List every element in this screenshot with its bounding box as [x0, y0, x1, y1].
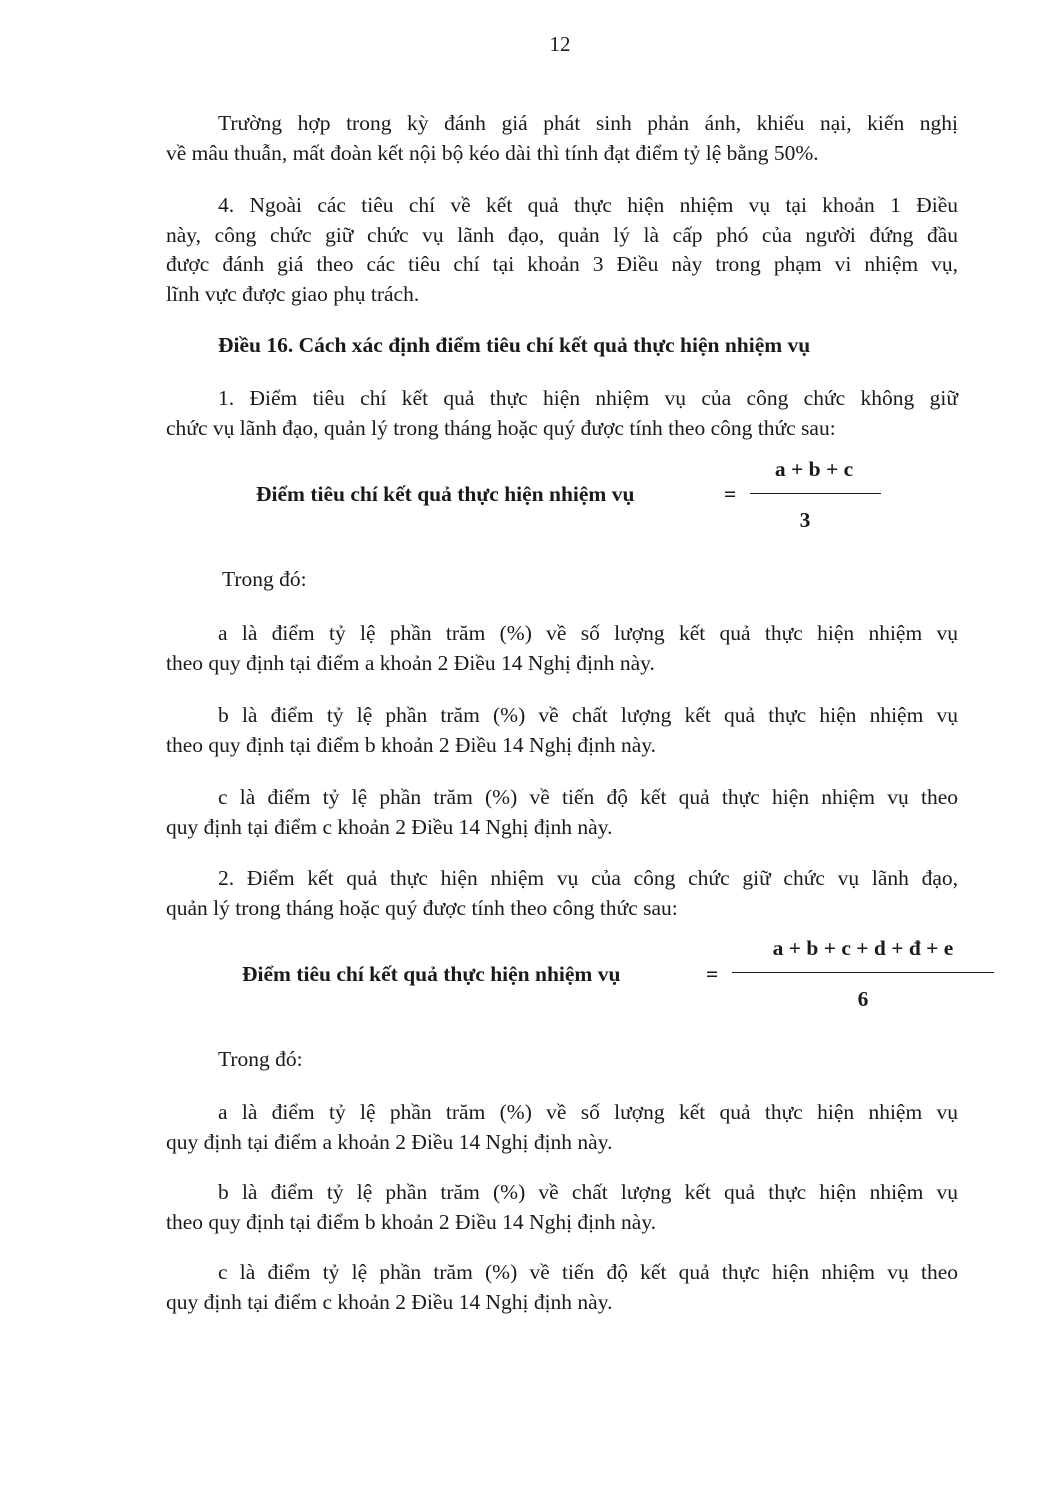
text-line: về mâu thuẫn, mất đoàn kết nội bộ kéo dài thì tính đạt điểm tỷ lệ bằng 50%.: [166, 140, 819, 165]
fraction-numerator: a + b + c: [774, 457, 854, 481]
paragraph-dispute-case: [166, 109, 958, 168]
text-line: b là điểm tỷ lệ phần trăm (%) về chất lượng kết quả thực hiện nhiệm vụ: [218, 703, 958, 727]
text-line: lĩnh vực được giao phụ trách.: [166, 281, 420, 306]
text-line: c là điểm tỷ lệ phần trăm (%) về tiến độ kết quả thực hiện nhiệm vụ theo: [218, 1260, 958, 1284]
definition-c-1: [166, 783, 958, 842]
text-line: a là điểm tỷ lệ phần trăm (%) về số lượng kết quả thực hiện nhiệm vụ: [218, 1100, 958, 1124]
text-line: này, công chức giữ chức vụ lãnh đạo, quản lý là cấp phó của người đứng đầu: [166, 222, 958, 247]
equals-sign: =: [706, 962, 719, 986]
text-line: 1. Điểm tiêu chí kết quả thực hiện nhiệm vụ của công chức không giữ: [218, 386, 958, 410]
text-line: c là điểm tỷ lệ phần trăm (%) về tiến độ kết quả thực hiện nhiệm vụ theo: [218, 785, 958, 809]
text-line: Trường hợp trong kỳ đánh giá phát sinh phản ánh, khiếu nại, kiến nghị: [218, 111, 958, 135]
text-line: theo quy định tại điểm b khoản 2 Điều 14 Nghị định này.: [166, 1209, 657, 1234]
text-line: quản lý trong tháng hoặc quý được tính theo công thức sau:: [166, 895, 678, 920]
fraction-denominator: 6: [857, 987, 869, 1011]
text-line: a là điểm tỷ lệ phần trăm (%) về số lượng kết quả thực hiện nhiệm vụ: [218, 621, 958, 645]
fraction-numerator: a + b + c + d + đ + e: [772, 936, 954, 960]
fraction-denominator: 3: [799, 508, 811, 532]
equals-sign: =: [724, 482, 737, 506]
text-line: được đánh giá theo các tiêu chí tại khoản 3 Điều này trong phạm vi nhiệm vụ,: [166, 252, 958, 276]
paragraph-item-4: [166, 191, 958, 309]
text-line: 4. Ngoài các tiêu chí về kết quả thực hiện nhiệm vụ tại khoản 1 Điều: [218, 193, 958, 217]
article-16-heading: Điều 16. Cách xác định điểm tiêu chí kết quả thực hiện nhiệm vụ: [218, 333, 811, 357]
page-number: 12: [549, 32, 571, 56]
text-line: theo quy định tại điểm b khoản 2 Điều 14 Nghị định này.: [166, 732, 657, 757]
formula-label: Điểm tiêu chí kết quả thực hiện nhiệm vụ: [242, 962, 621, 986]
text-line: chức vụ lãnh đạo, quản lý trong tháng hoặc quý được tính theo công thức sau:: [166, 415, 836, 440]
fraction-bar: [750, 493, 881, 494]
formula-label: Điểm tiêu chí kết quả thực hiện nhiệm vụ: [256, 482, 635, 506]
where-label: Trong đó:: [222, 567, 307, 591]
paragraph-item-1: [166, 384, 958, 443]
text-line: b là điểm tỷ lệ phần trăm (%) về chất lượng kết quả thực hiện nhiệm vụ: [218, 1180, 958, 1204]
where-label: Trong đó:: [218, 1047, 303, 1071]
definition-a-2: [166, 1098, 958, 1157]
definition-a-1: [166, 619, 958, 678]
definition-b-1: [166, 701, 958, 760]
definition-b-2: [166, 1178, 958, 1237]
paragraph-item-2: [166, 864, 958, 923]
text-line: theo quy định tại điểm a khoản 2 Điều 14 Nghị định này.: [166, 650, 655, 675]
text-line: quy định tại điểm a khoản 2 Điều 14 Nghị định này.: [166, 1129, 613, 1154]
text-line: quy định tại điểm c khoản 2 Điều 14 Nghị định này.: [166, 1289, 613, 1314]
text-line: quy định tại điểm c khoản 2 Điều 14 Nghị định này.: [166, 814, 613, 839]
definition-c-2: [166, 1258, 958, 1317]
text-line: 2. Điểm kết quả thực hiện nhiệm vụ của công chức giữ chức vụ lãnh đạo,: [218, 866, 958, 890]
fraction-bar: [732, 972, 994, 973]
